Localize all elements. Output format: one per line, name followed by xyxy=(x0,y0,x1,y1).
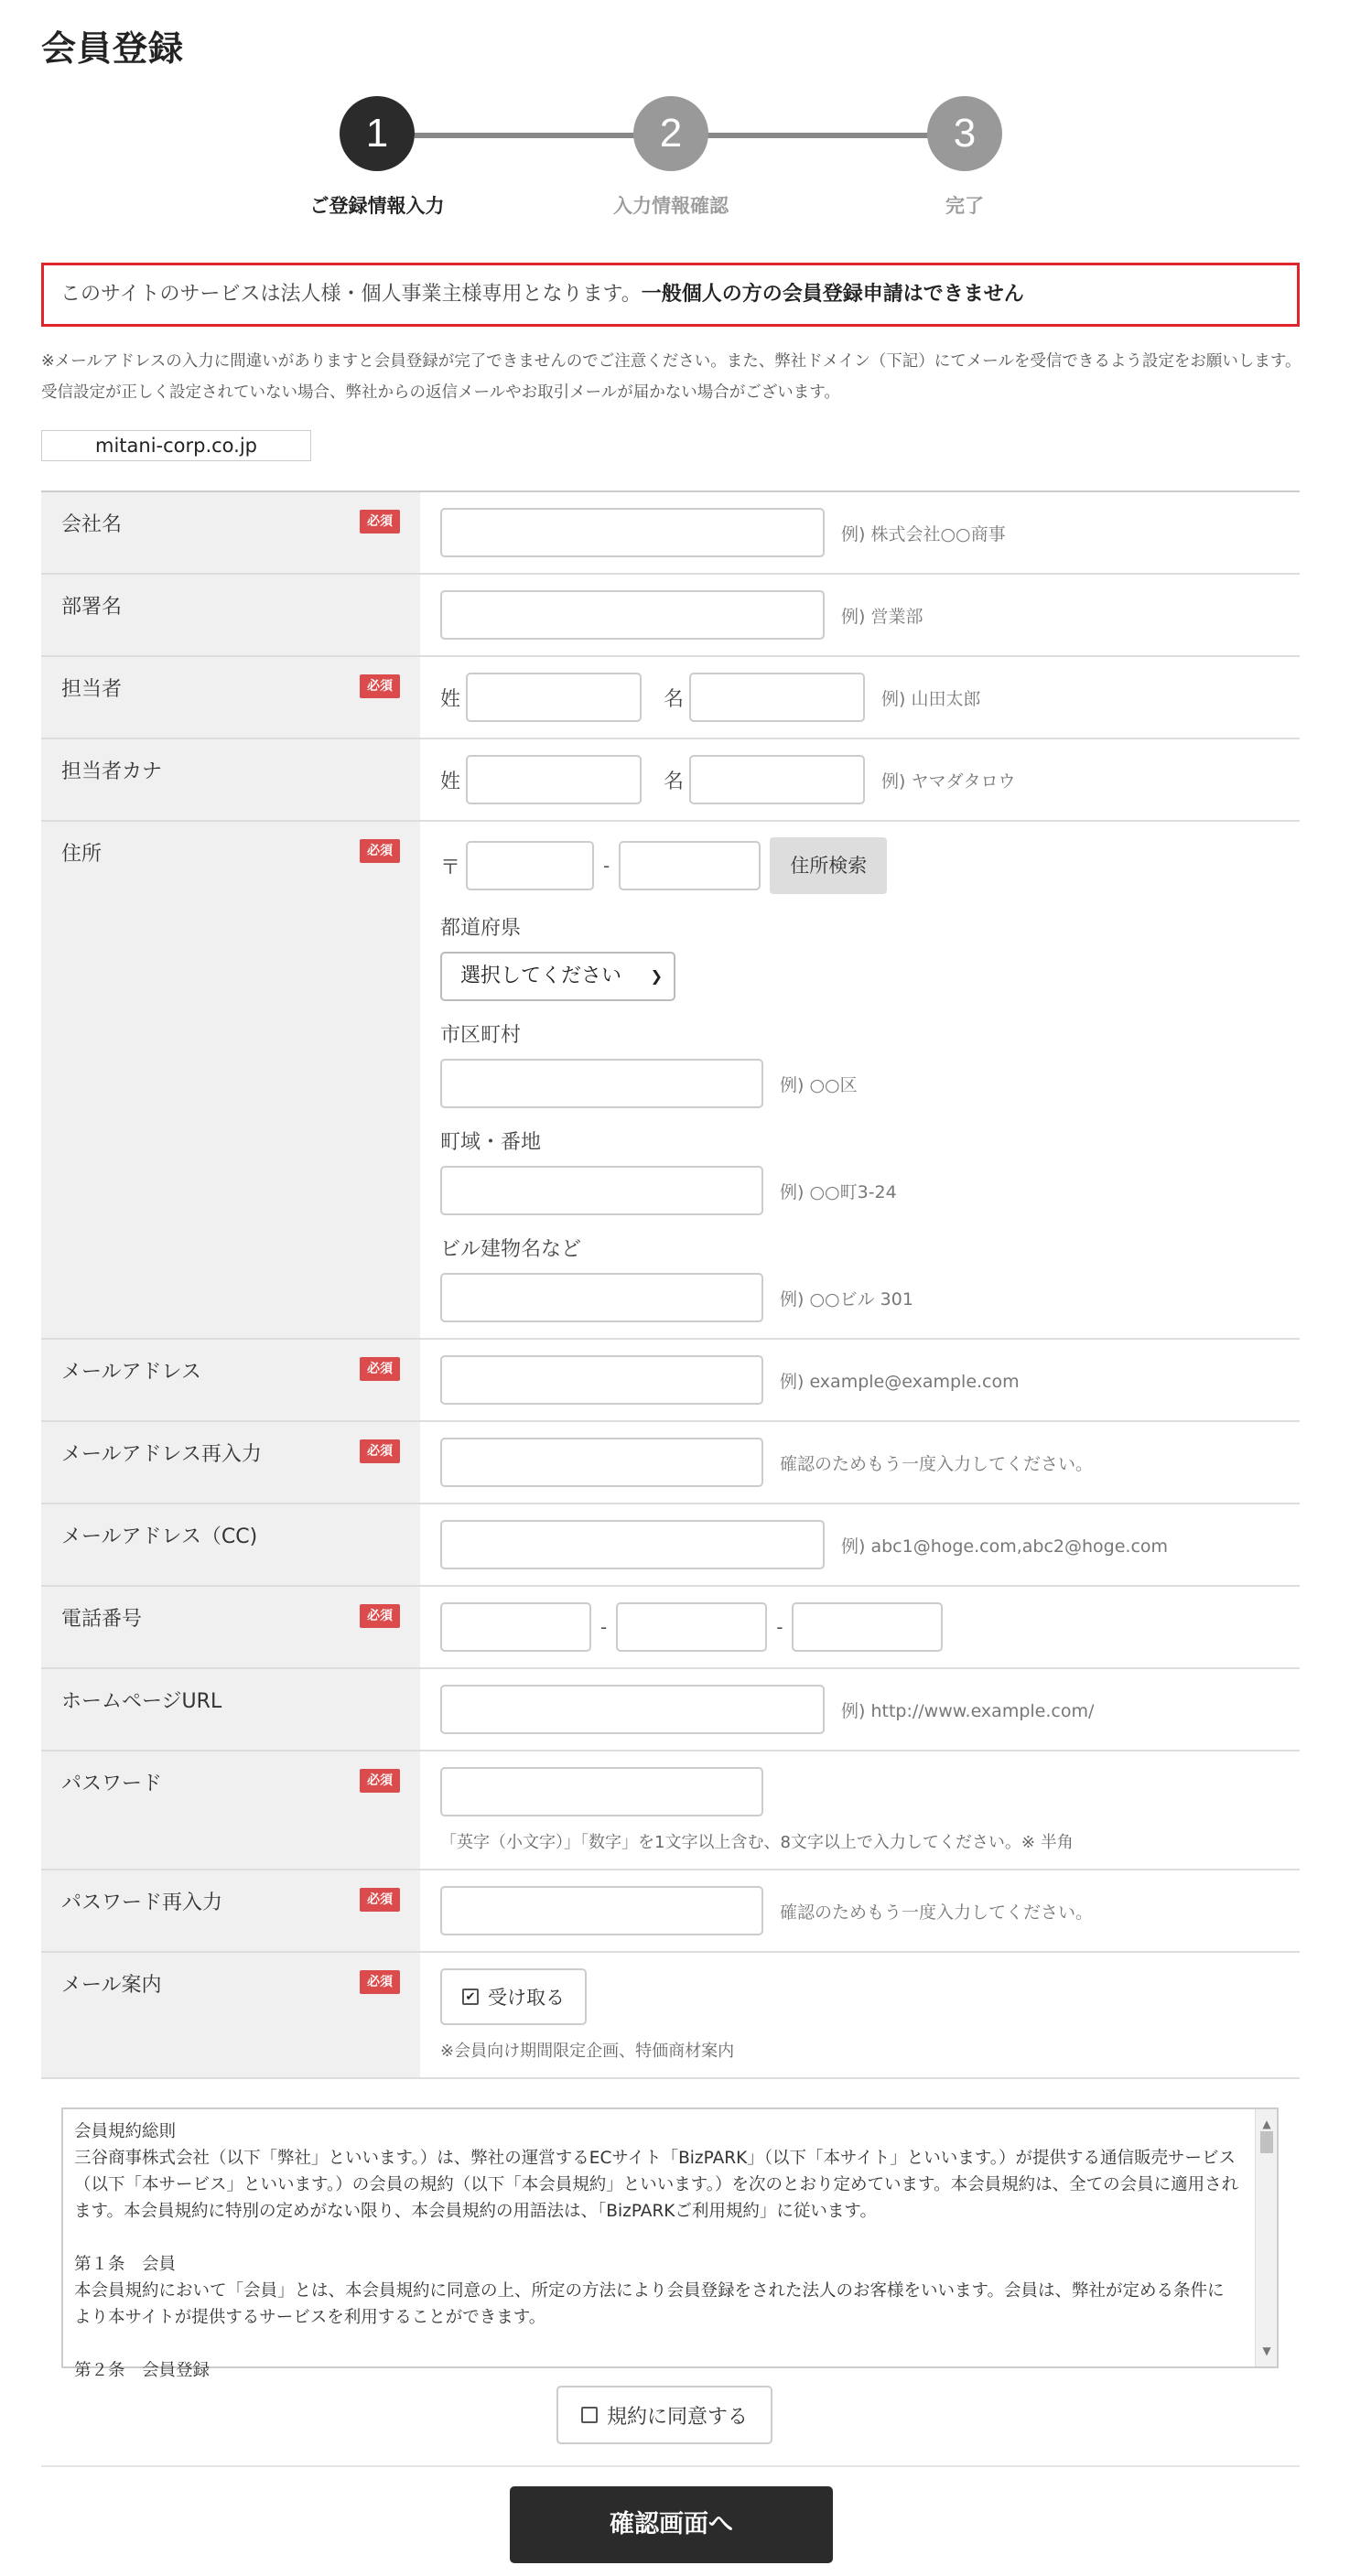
mei-label: 名 xyxy=(664,687,685,711)
town-input[interactable] xyxy=(440,1166,763,1215)
phone-dash: - xyxy=(776,1616,783,1638)
field-label: ホームページURL xyxy=(61,1690,222,1713)
row-email-cc xyxy=(41,1504,1300,1587)
step-2 xyxy=(570,96,772,219)
corporate-only-notice xyxy=(41,263,1300,327)
kana-sei-input[interactable] xyxy=(466,755,642,804)
postal-dash: - xyxy=(603,855,610,877)
email-cc-input[interactable] xyxy=(440,1520,825,1569)
email-caution-text: ※メールアドレスの入力に間違いがありますと会員登録が完了できませんのでご注意ください。また、弊社ドメイン（下記）にてメールを受信できるよう設定をお願いします。受信設定が正しく設定されていない場合、弊社からの返信メールやお取引メールが届かない場合がございます。 xyxy=(41,352,1301,402)
mei-label: 名 xyxy=(664,770,685,793)
step-3 xyxy=(864,96,1065,219)
postal-code-second-input[interactable] xyxy=(619,841,761,890)
field-example: 例) example@example.com xyxy=(780,1371,1020,1392)
company-name-input[interactable] xyxy=(440,508,825,557)
scroll-down-icon[interactable]: ▼ xyxy=(1262,2344,1271,2357)
person-mei-input[interactable] xyxy=(689,673,865,722)
kana-mei-input[interactable] xyxy=(689,755,865,804)
scroll-up-icon[interactable]: ▲ xyxy=(1262,2118,1271,2130)
row-address xyxy=(41,822,1300,1340)
page-title: 会員登録 xyxy=(41,28,185,69)
confirm-button[interactable]: 確認画面へ xyxy=(510,2486,833,2563)
field-example: 例) 営業部 xyxy=(841,606,923,627)
step-label: 入力情報確認 xyxy=(613,195,729,217)
terms-paragraph: 本会員規約において「会員」とは、本会員規約に同意の上、所定の方法により会員登録をされた法人のお客様をいいます。会員は、弊社が定める条件により本サイトが提供するサービスを利用することができます。 xyxy=(74,2281,1225,2327)
required-badge: 必須 xyxy=(360,1604,400,1628)
email-confirm-input[interactable] xyxy=(440,1438,763,1487)
row-person xyxy=(41,657,1300,739)
field-example: 例) 山田太郎 xyxy=(881,688,981,709)
required-badge: 必須 xyxy=(360,1439,400,1463)
phone-second-input[interactable] xyxy=(616,1602,767,1652)
field-example: 確認のためもう一度入力してください。 xyxy=(780,1902,1094,1923)
mail-info-checkbox-button[interactable] xyxy=(440,1968,587,2025)
step-label: 完了 xyxy=(945,195,984,217)
row-department xyxy=(41,575,1300,657)
row-email-confirm xyxy=(41,1422,1300,1504)
field-example: 例) ヤマダタロウ xyxy=(881,771,1016,792)
row-person-kana xyxy=(41,739,1300,822)
city-input[interactable] xyxy=(440,1059,763,1108)
required-badge: 必須 xyxy=(360,1970,400,1994)
mail-info-hint: ※会員向け期間限定企画、特価商材案内 xyxy=(440,2042,735,2061)
password-input[interactable] xyxy=(440,1767,763,1816)
terms-scroll-box[interactable] xyxy=(61,2107,1279,2380)
terms-article-title: 第１条 会員 xyxy=(74,2255,177,2274)
terms-article-title: 第２条 会員登録 xyxy=(74,2361,211,2380)
checkbox-checked-icon[interactable]: ✔ xyxy=(462,1989,479,2005)
registration-form xyxy=(41,490,1300,2079)
required-badge: 必須 xyxy=(360,1769,400,1793)
building-input[interactable] xyxy=(440,1273,763,1322)
person-sei-input[interactable] xyxy=(466,673,642,722)
field-label: 会社名 xyxy=(61,513,123,536)
required-badge: 必須 xyxy=(360,510,400,534)
required-badge: 必須 xyxy=(360,839,400,863)
field-example: 例) 株式会社○○商事 xyxy=(841,523,1006,544)
field-label: 担当者カナ xyxy=(61,760,163,783)
prefecture-selected-value: 選択してください xyxy=(460,965,622,987)
prefecture-label: 都道府県 xyxy=(440,917,522,940)
row-mail-info xyxy=(41,1953,1300,2079)
row-password xyxy=(41,1751,1300,1870)
field-example: 例) ○○ビル 301 xyxy=(780,1288,913,1310)
terms-scrollbar[interactable] xyxy=(1255,2109,1277,2366)
field-example: 確認のためもう一度入力してください。 xyxy=(780,1453,1094,1474)
step-1 xyxy=(276,96,478,219)
agree-terms-checkbox-button[interactable] xyxy=(556,2386,772,2444)
field-example: 例) http://www.example.com/ xyxy=(841,1700,1095,1721)
field-example: 例) ○○町3-24 xyxy=(780,1181,897,1202)
terms-paragraph: 三谷商事株式会社（以下「弊社」といいます。）は、弊社の運営するECサイト「BizPARK」（以下「本サイト」といいます。）が提供する通信販売サービス（以下「本サービス」といいます。）の会員の規約（以下「本会員規約」といいます。）を次のとおり定めています。本会員規約は、全ての会員に適用されます。本会員規約に特別の定めがない限り、本会員規約の用語法は、「BizPARKご利用規約」に従います。 xyxy=(74,2149,1239,2221)
notice-bold-text: 一般個人の方の会員登録申請はできません xyxy=(641,283,1024,306)
building-label: ビル建物名など xyxy=(440,1238,582,1261)
checkbox-unchecked-icon[interactable] xyxy=(581,2407,598,2423)
address-search-button[interactable]: 住所検索 xyxy=(770,837,887,894)
required-badge: 必須 xyxy=(360,674,400,698)
field-label: メールアドレス（CC) xyxy=(61,1525,258,1548)
field-example: 例) abc1@hoge.com,abc2@hoge.com xyxy=(841,1536,1169,1557)
field-label: メール案内 xyxy=(61,1974,162,1997)
password-hint: 「英字（小文字）」「数字」を1文字以上含む、8文字以上で入力してください。※ 半角 xyxy=(440,1833,1074,1852)
phone-first-input[interactable] xyxy=(440,1602,591,1652)
field-label: 住所 xyxy=(61,843,103,866)
homepage-url-input[interactable] xyxy=(440,1685,825,1734)
step-label: ご登録情報入力 xyxy=(309,195,445,217)
step-number: 3 xyxy=(927,96,1002,171)
row-email xyxy=(41,1340,1300,1422)
prefecture-select[interactable] xyxy=(440,952,675,1001)
field-label: 担当者 xyxy=(61,678,123,701)
agree-label: 規約に同意する xyxy=(606,2405,748,2429)
row-company xyxy=(41,492,1300,575)
field-label: 電話番号 xyxy=(61,1608,143,1631)
field-label: 部署名 xyxy=(61,596,123,619)
row-password-confirm xyxy=(41,1870,1300,1953)
row-homepage xyxy=(41,1669,1300,1751)
phone-third-input[interactable] xyxy=(792,1602,943,1652)
domain-box: mitani-corp.co.jp xyxy=(41,430,311,461)
field-label: パスワード xyxy=(61,1773,163,1795)
step-number: 1 xyxy=(340,96,415,171)
divider xyxy=(41,2465,1300,2467)
field-label: パスワード再入力 xyxy=(61,1892,223,1914)
field-label: メールアドレス再入力 xyxy=(61,1443,262,1466)
field-example: 例) ○○区 xyxy=(780,1074,858,1095)
progress-steps xyxy=(0,96,1350,224)
department-input[interactable] xyxy=(440,590,825,640)
email-input[interactable] xyxy=(440,1355,763,1405)
field-label: メールアドレス xyxy=(61,1361,201,1384)
chevron-down-icon: ❯ xyxy=(650,967,663,985)
town-label: 町域・番地 xyxy=(440,1131,542,1154)
notice-text: このサイトのサービスは法人様・個人事業主様専用となります。 xyxy=(60,283,642,306)
row-phone xyxy=(41,1587,1300,1669)
postal-mark: 〒 xyxy=(440,856,461,879)
password-confirm-input[interactable] xyxy=(440,1886,763,1935)
required-badge: 必須 xyxy=(360,1357,400,1381)
required-badge: 必須 xyxy=(360,1888,400,1912)
sei-label: 姓 xyxy=(440,687,461,711)
phone-dash: - xyxy=(600,1616,608,1638)
scroll-thumb[interactable] xyxy=(1260,2131,1273,2153)
postal-code-first-input[interactable] xyxy=(466,841,594,890)
step-number: 2 xyxy=(633,96,708,171)
city-label: 市区町村 xyxy=(440,1024,522,1047)
checkbox-label: 受け取る xyxy=(488,1987,565,2009)
terms-heading: 会員規約総則 xyxy=(74,2122,177,2141)
sei-label: 姓 xyxy=(440,770,461,793)
